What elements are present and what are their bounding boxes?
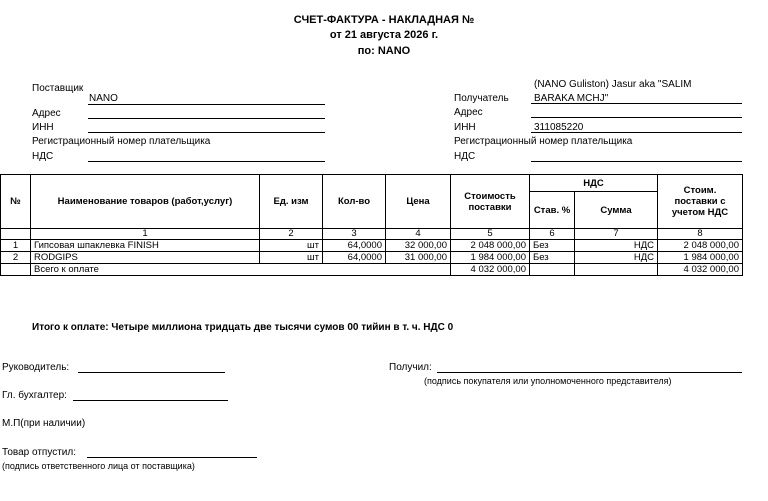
row-qty: 64,0000 <box>323 252 386 264</box>
recipient-address-underline <box>531 117 742 118</box>
supplier-address-label: Адрес <box>32 108 61 119</box>
total-row <box>1 264 743 276</box>
total-row-empty <box>1 264 31 276</box>
header-cost: Стоимость поставки <box>451 175 530 229</box>
header-sum: Сумма <box>575 192 658 229</box>
column-number: 7 <box>575 229 658 240</box>
received-label: Получил: <box>389 362 432 373</box>
column-number <box>1 229 31 240</box>
recipient-value-line1: (NANO Guliston) Jasur aka "SALIM <box>534 79 692 90</box>
row-num: 1 <box>1 240 31 252</box>
supplier-reg-label: Регистрационный номер плательщика <box>32 136 211 147</box>
goods-table <box>0 174 743 276</box>
total-with-nds: 4 032 000,00 <box>658 264 743 276</box>
released-signature-line <box>87 457 257 458</box>
row-price: 31 000,00 <box>386 252 451 264</box>
row-num: 2 <box>1 252 31 264</box>
director-signature-line <box>78 372 225 373</box>
accountant-label: Гл. бухгалтер: <box>2 390 67 401</box>
row-unit: шт <box>260 240 323 252</box>
row-rate: Без <box>530 240 575 252</box>
row-qty: 64,0000 <box>323 240 386 252</box>
header-num: № <box>1 175 31 229</box>
header-unit: Ед. изм <box>260 175 323 229</box>
column-number: 5 <box>451 229 530 240</box>
document-title: СЧЕТ-ФАКТУРА - НАКЛАДНАЯ № <box>293 14 475 26</box>
supplier-inn-underline <box>88 132 325 133</box>
row-cost: 2 048 000,00 <box>451 240 530 252</box>
recipient-underline <box>531 103 742 104</box>
stamp-label: М.П(при наличии) <box>2 418 86 429</box>
recipient-reg-label: Регистрационный номер плательщика <box>454 136 633 147</box>
table-row <box>1 252 743 264</box>
row-sum: НДС <box>575 240 658 252</box>
column-number: 6 <box>530 229 575 240</box>
column-number-row <box>1 229 743 240</box>
summary-text: Итого к оплате: Четыре миллиона тридцать две тысячи сумов 00 тийин в т. ч. НДС 0 <box>32 322 454 333</box>
recipient-label: Получатель <box>454 93 509 104</box>
document-to: по: NANO <box>357 45 411 57</box>
supplier-value: NANO <box>89 93 118 104</box>
column-number: 8 <box>658 229 743 240</box>
released-note: (подпись ответственного лица от поставщика) <box>2 461 195 471</box>
total-row-empty <box>530 264 575 276</box>
row-unit: шт <box>260 252 323 264</box>
supplier-underline <box>88 104 325 105</box>
column-number: 2 <box>260 229 323 240</box>
table-row <box>1 240 743 252</box>
received-signature-line <box>437 372 742 373</box>
total-row-empty <box>575 264 658 276</box>
supplier-nds-underline <box>88 161 325 162</box>
recipient-inn-underline <box>531 132 742 133</box>
recipient-nds-underline <box>531 161 742 162</box>
total-cost: 4 032 000,00 <box>451 264 530 276</box>
column-number: 3 <box>323 229 386 240</box>
recipient-nds-label: НДС <box>454 151 476 162</box>
row-total: 2 048 000,00 <box>658 240 743 252</box>
recipient-inn-value: 311085220 <box>534 122 584 133</box>
recipient-inn-label: ИНН <box>454 122 476 133</box>
document-date: от 21 августа 2026 г. <box>329 29 439 41</box>
director-label: Руководитель: <box>2 362 70 373</box>
total-label: Всего к оплате <box>31 264 451 276</box>
row-cost: 1 984 000,00 <box>451 252 530 264</box>
supplier-nds-label: НДС <box>32 151 54 162</box>
header-total: Стоим. поставки с учетом НДС <box>658 175 743 229</box>
received-note: (подпись покупателя или уполномоченного представителя) <box>424 376 672 386</box>
recipient-value-line2: BARAKA MCHJ" <box>534 93 609 104</box>
released-label: Товар отпустил: <box>2 447 76 458</box>
header-price: Цена <box>386 175 451 229</box>
row-name: RODGIPS <box>31 252 260 264</box>
header-nds: НДС <box>530 175 658 192</box>
row-total: 1 984 000,00 <box>658 252 743 264</box>
accountant-signature-line <box>73 400 228 401</box>
supplier-address-underline <box>88 118 325 119</box>
supplier-label: Поставщик <box>32 83 84 94</box>
header-qty: Кол-во <box>323 175 386 229</box>
column-number: 4 <box>386 229 451 240</box>
header-name: Наименование товаров (работ,услуг) <box>31 175 260 229</box>
row-sum: НДС <box>575 252 658 264</box>
supplier-inn-label: ИНН <box>32 122 54 133</box>
row-name: Гипсовая шпаклевка FINISH <box>31 240 260 252</box>
column-number: 1 <box>31 229 260 240</box>
row-rate: Без <box>530 252 575 264</box>
recipient-address-label: Адрес <box>454 107 483 118</box>
header-rate: Став. % <box>530 192 575 229</box>
row-price: 32 000,00 <box>386 240 451 252</box>
